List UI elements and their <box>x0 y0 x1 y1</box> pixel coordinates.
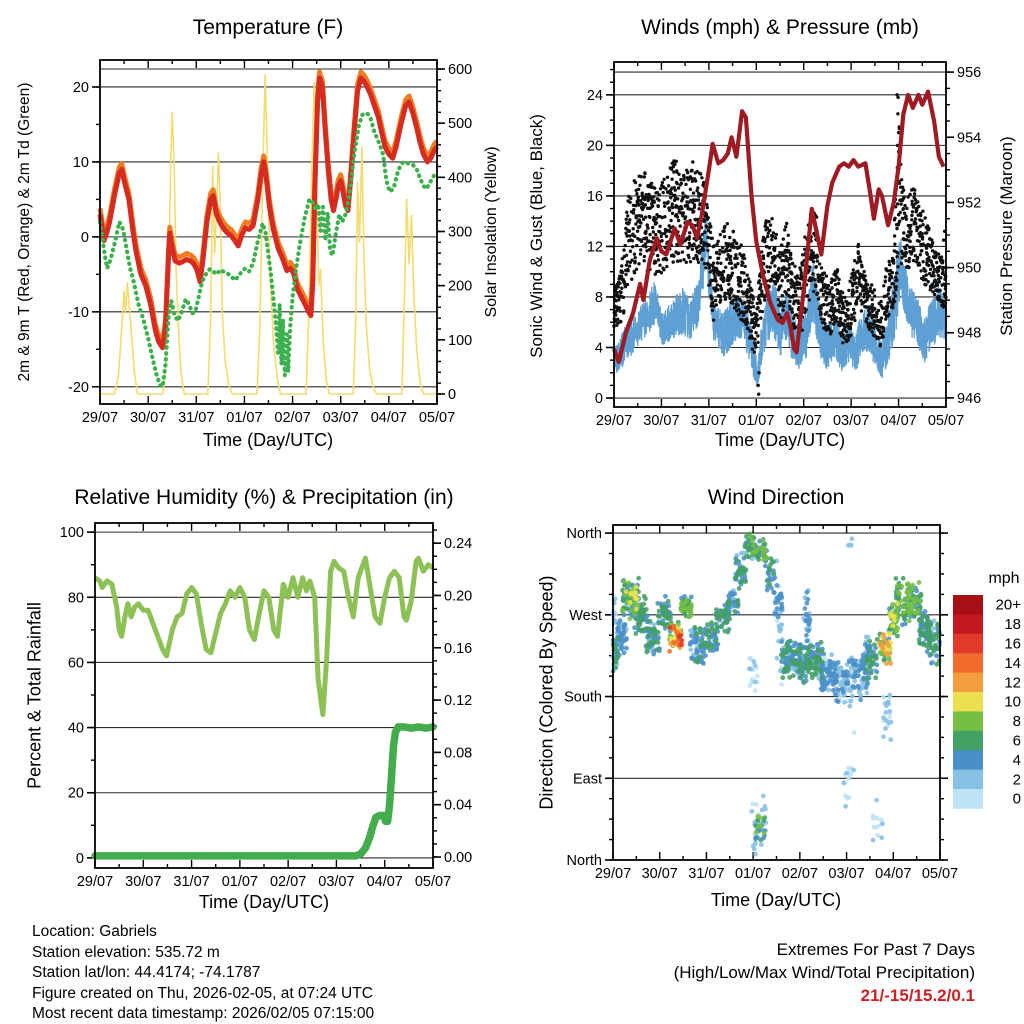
svg-text:12: 12 <box>586 239 603 256</box>
svg-text:01/07: 01/07 <box>734 866 772 882</box>
wind-speed-colorbar <box>953 570 1021 809</box>
svg-text:500: 500 <box>448 116 473 133</box>
svg-text:20: 20 <box>67 785 84 802</box>
svg-text:03/07: 03/07 <box>318 874 355 890</box>
svg-text:South: South <box>564 689 602 706</box>
svg-text:01/07: 01/07 <box>738 413 775 429</box>
svg-text:10: 10 <box>72 154 89 171</box>
svg-text:0.20: 0.20 <box>444 588 473 605</box>
svg-text:03/07: 03/07 <box>828 866 865 882</box>
svg-text:946: 946 <box>957 390 982 407</box>
station-latlon: Station lat/lon: 44.4174; -74.1787 <box>32 964 261 981</box>
svg-text:30/07: 30/07 <box>643 413 680 429</box>
svg-text:30/07: 30/07 <box>129 410 167 426</box>
svg-text:100: 100 <box>448 332 473 349</box>
svg-text:04/07: 04/07 <box>366 874 403 890</box>
temperature-chart <box>68 60 472 426</box>
temperature-ylabel-left: 2m & 9m T (Red, Orange) & 2m Td (Green) <box>16 82 33 382</box>
svg-text:31/07: 31/07 <box>178 410 215 426</box>
svg-text:02/07: 02/07 <box>274 410 311 426</box>
svg-text:954: 954 <box>957 130 982 147</box>
extremes-block <box>575 938 975 1007</box>
svg-text:0.08: 0.08 <box>444 745 473 762</box>
figure-created: Figure created on Thu, 2026-02-05, at 07:24 UTC <box>32 984 373 1002</box>
svg-text:01/07: 01/07 <box>221 874 259 890</box>
svg-text:4: 4 <box>594 340 603 357</box>
data-timestamp: Most recent data timestamp: 2026/02/05 07:15:00 <box>32 1005 375 1022</box>
winds-ylabel-left: Sonic Wind & Gust (Blue, Black) <box>527 114 546 358</box>
svg-text:200: 200 <box>448 278 473 295</box>
svg-text:05/07: 05/07 <box>418 410 456 426</box>
humidity-precip-chart <box>60 523 472 890</box>
svg-text:12: 12 <box>1004 674 1021 692</box>
svg-text:0: 0 <box>80 229 89 246</box>
svg-text:0: 0 <box>594 391 603 408</box>
svg-text:0.04: 0.04 <box>444 797 473 814</box>
svg-text:03/07: 03/07 <box>322 410 359 426</box>
winds-chart-title: Winds (mph) & Pressure (mb) <box>641 16 919 39</box>
winds-pressure-chart <box>587 62 981 429</box>
svg-text:20: 20 <box>586 138 603 155</box>
svg-text:600: 600 <box>448 61 473 78</box>
humidity-xlabel: Time (Day/UTC) <box>198 892 330 912</box>
svg-text:31/07: 31/07 <box>688 866 725 882</box>
svg-text:mph: mph <box>988 570 1020 587</box>
svg-text:West: West <box>569 607 602 624</box>
temperature-chart-title: Temperature (F) <box>192 16 344 39</box>
svg-text:20: 20 <box>72 79 89 96</box>
humidity-ylabel-left: Percent & Total Rainfall <box>24 602 45 789</box>
winds-ylabel-right: Station Pressure (Maroon) <box>997 136 1016 336</box>
svg-text:950: 950 <box>957 260 982 277</box>
svg-text:6: 6 <box>1012 732 1021 750</box>
svg-text:-20: -20 <box>68 379 89 396</box>
station-info <box>32 922 472 1024</box>
svg-text:05/07: 05/07 <box>927 413 965 429</box>
svg-text:29/07: 29/07 <box>81 410 119 426</box>
wind-direction-ylabel-left: Direction (Colored By Speed) <box>536 575 557 810</box>
svg-text:0.00: 0.00 <box>444 850 473 867</box>
svg-text:952: 952 <box>957 195 982 212</box>
svg-text:400: 400 <box>448 170 473 187</box>
svg-text:0.12: 0.12 <box>444 693 473 710</box>
svg-text:30/07: 30/07 <box>125 874 162 890</box>
svg-text:05/07: 05/07 <box>921 866 959 882</box>
wind-direction-xlabel: Time (Day/UTC) <box>710 890 842 910</box>
svg-text:03/07: 03/07 <box>832 413 870 429</box>
extremes-values: 21/-15/15.2/0.1 <box>860 986 975 1005</box>
winds-xlabel: Time (Day/UTC) <box>714 430 846 450</box>
svg-text:31/07: 31/07 <box>173 874 210 890</box>
svg-text:05/07: 05/07 <box>414 874 452 890</box>
svg-text:8: 8 <box>594 289 603 306</box>
svg-text:30/07: 30/07 <box>641 866 678 882</box>
humidity-chart-title: Relative Humidity (%) & Precipitation (in) <box>74 486 454 509</box>
svg-text:16: 16 <box>586 188 603 205</box>
extremes-title: Extremes For Past 7 Days <box>776 940 975 959</box>
svg-text:16: 16 <box>1004 635 1021 653</box>
svg-text:18: 18 <box>1004 616 1021 634</box>
svg-text:02/07: 02/07 <box>269 874 307 890</box>
svg-text:04/07: 04/07 <box>370 410 408 426</box>
svg-text:24: 24 <box>586 87 603 104</box>
temperature-xlabel: Time (Day/UTC) <box>202 430 334 450</box>
svg-text:31/07: 31/07 <box>690 413 728 429</box>
svg-text:04/07: 04/07 <box>880 413 917 429</box>
svg-text:100: 100 <box>59 525 84 542</box>
svg-text:80: 80 <box>67 590 84 607</box>
svg-text:4: 4 <box>1012 751 1021 769</box>
svg-text:10: 10 <box>1004 693 1021 711</box>
svg-text:East: East <box>572 771 602 788</box>
svg-text:02/07: 02/07 <box>781 866 819 882</box>
svg-text:29/07: 29/07 <box>595 413 633 429</box>
svg-text:02/07: 02/07 <box>785 413 822 429</box>
svg-text:60: 60 <box>67 655 84 672</box>
station-location: Location: Gabriels <box>32 923 157 940</box>
svg-text:14: 14 <box>1004 654 1021 672</box>
svg-text:0.24: 0.24 <box>444 536 473 553</box>
svg-text:04/07: 04/07 <box>875 866 912 882</box>
extremes-subtitle: (High/Low/Max Wind/Total Precipitation) <box>673 963 975 982</box>
wind-direction-chart <box>564 525 958 882</box>
svg-text:0: 0 <box>75 850 84 867</box>
svg-text:North: North <box>566 526 602 543</box>
svg-text:North: North <box>566 853 602 869</box>
svg-text:0.16: 0.16 <box>444 640 473 657</box>
temperature-ylabel-right: Solar Insolation (Yellow) <box>483 146 500 318</box>
svg-text:948: 948 <box>957 325 982 342</box>
svg-text:0: 0 <box>1012 790 1021 808</box>
wind-direction-chart-title: Wind Direction <box>707 486 845 509</box>
svg-text:2: 2 <box>1012 771 1021 789</box>
svg-text:-10: -10 <box>68 304 89 321</box>
svg-text:29/07: 29/07 <box>76 874 114 890</box>
svg-text:956: 956 <box>957 65 982 82</box>
svg-text:20+: 20+ <box>995 596 1021 614</box>
svg-text:0: 0 <box>448 386 457 403</box>
svg-text:300: 300 <box>448 224 473 241</box>
svg-text:29/07: 29/07 <box>594 866 632 882</box>
svg-text:40: 40 <box>67 720 84 737</box>
svg-text:8: 8 <box>1012 713 1021 731</box>
svg-text:01/07: 01/07 <box>226 410 263 426</box>
station-elevation: Station elevation: 535.72 m <box>32 943 220 961</box>
